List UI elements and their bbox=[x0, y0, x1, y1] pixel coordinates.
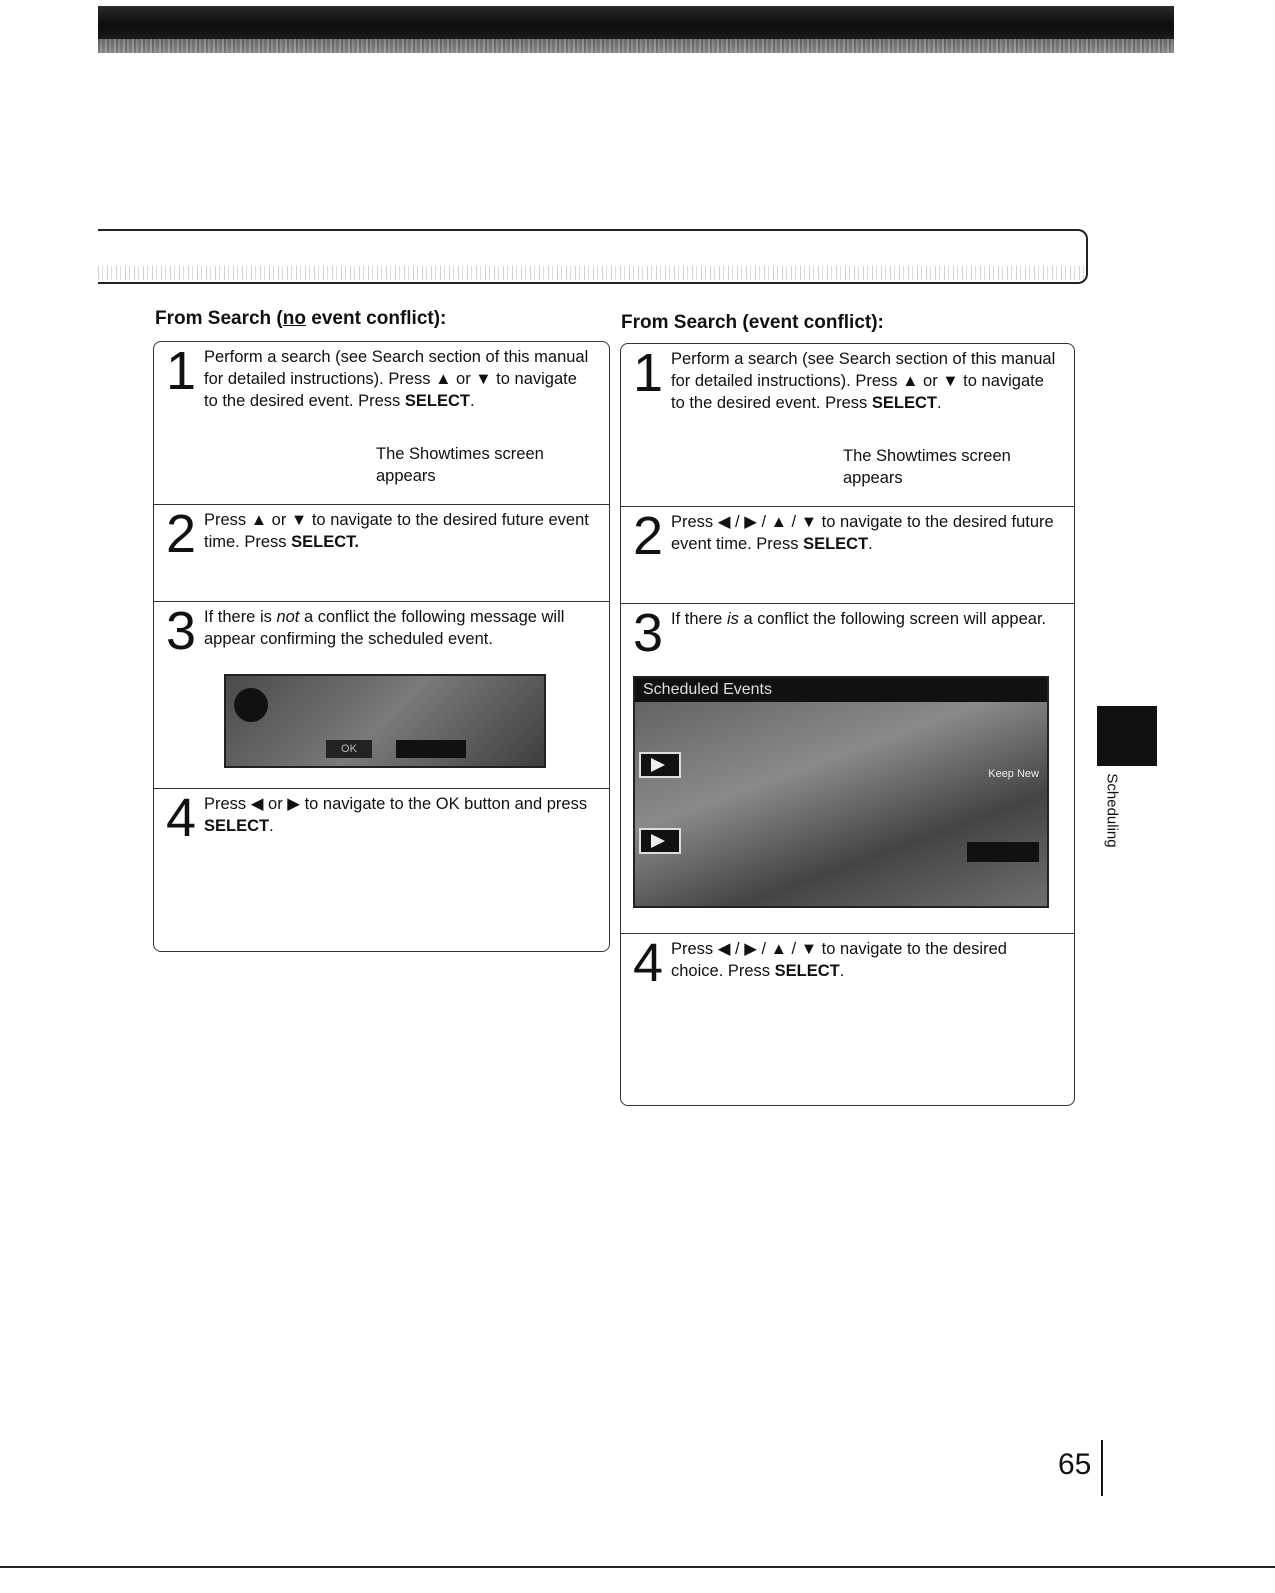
screen-title: Scheduled Events bbox=[635, 678, 1047, 702]
footer-rule bbox=[0, 1566, 1275, 1568]
left-step-4 bbox=[154, 789, 609, 949]
step-number: 2 bbox=[166, 504, 197, 564]
left-column-heading: From Search (no event conflict): bbox=[155, 308, 447, 329]
step-number: 3 bbox=[166, 601, 197, 661]
step-text: Perform a search (see Search section of this manual for detailed instructions). Press ▲ or ▼ to navigate to the desired event. Press SELECT. bbox=[204, 348, 589, 410]
play-icon bbox=[639, 752, 681, 778]
keep-new-label: Keep New bbox=[988, 768, 1039, 780]
step-number: 1 bbox=[633, 343, 664, 403]
section-title-bar bbox=[98, 229, 1088, 284]
left-steps-panel bbox=[153, 341, 610, 952]
page-number-rule bbox=[1101, 1440, 1103, 1496]
right-steps-panel bbox=[620, 343, 1075, 1106]
step-result: The Showtimes screen appears bbox=[843, 447, 1011, 487]
left-step-2 bbox=[154, 505, 609, 601]
step-text: Press ◀ / ▶ / ▲ / ▼ to navigate to the desired choice. Press SELECT. bbox=[671, 940, 1007, 980]
scheduled-events-screen-image bbox=[633, 676, 1049, 908]
step-number: 3 bbox=[633, 603, 664, 663]
step-result: The Showtimes screen appears bbox=[376, 445, 544, 485]
left-step-1 bbox=[154, 342, 609, 505]
info-icon bbox=[234, 688, 268, 722]
step-text: If there is not a conflict the following message will appear confirming the scheduled event. bbox=[204, 608, 565, 648]
right-step-3 bbox=[621, 604, 1074, 933]
chapter-tab bbox=[1097, 706, 1157, 766]
step-text: Press ◀ or ▶ to navigate to the OK button and press SELECT. bbox=[204, 795, 588, 835]
page-number: 65 bbox=[1058, 1448, 1092, 1481]
right-step-1 bbox=[621, 344, 1074, 507]
step-number: 4 bbox=[633, 933, 664, 993]
step-text: If there is a conflict the following screen will appear. bbox=[671, 610, 1047, 628]
left-step-3 bbox=[154, 602, 609, 788]
chapter-tab-label: Scheduling bbox=[1103, 773, 1121, 848]
right-column-heading: From Search (event conflict): bbox=[621, 312, 884, 333]
step-text: Press ◀ / ▶ / ▲ / ▼ to navigate to the desired future event time. Press SELECT. bbox=[671, 513, 1054, 553]
step-number: 1 bbox=[166, 341, 197, 401]
confirmation-screen-image bbox=[224, 674, 546, 768]
step-text: Perform a search (see Search section of this manual for detailed instructions). Press ▲ or ▼ to navigate to the desired event. Press SELECT. bbox=[671, 350, 1056, 412]
play-icon bbox=[639, 828, 681, 854]
right-step-4 bbox=[621, 934, 1074, 1104]
step-text: Press ▲ or ▼ to navigate to the desired future event time. Press SELECT. bbox=[204, 511, 589, 551]
step-number: 2 bbox=[633, 506, 664, 566]
header-banner bbox=[98, 6, 1174, 53]
step-number: 4 bbox=[166, 788, 197, 848]
ok-button-image: OK bbox=[326, 740, 372, 758]
right-step-2 bbox=[621, 507, 1074, 603]
